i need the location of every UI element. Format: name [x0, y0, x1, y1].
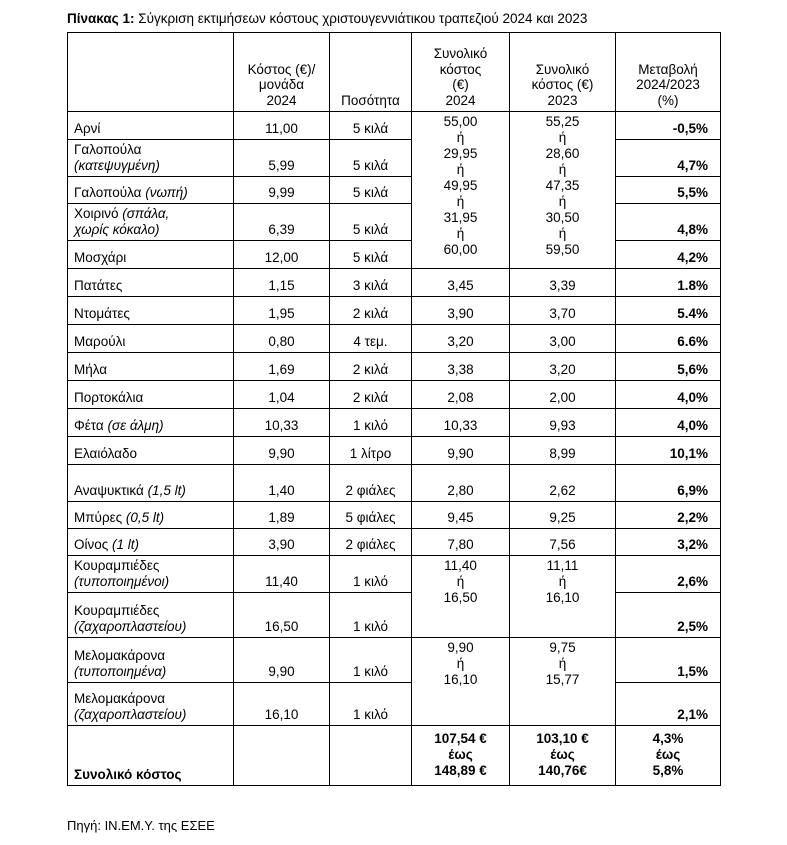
total-2023-cell: 2,00	[510, 381, 616, 409]
unit-cost-cell: 5,99	[234, 140, 330, 177]
change-cell: 1,5%	[616, 638, 721, 683]
item-name: Ντομάτες	[74, 306, 130, 321]
item-name: Αναψυκτικά	[74, 483, 144, 498]
item-name-cell	[68, 177, 234, 204]
item-name: Γαλοπούλα	[74, 185, 142, 200]
header-change: Μεταβολή 2024/2023 (%)	[616, 33, 721, 112]
total-line: έως	[448, 746, 473, 762]
total-line: 28,60	[545, 146, 580, 161]
item-name: Φέτα	[74, 418, 104, 433]
total-2023-cell	[510, 638, 616, 726]
total-2023-cell: 8,99	[510, 437, 616, 465]
item-name-cell	[68, 353, 234, 381]
unit-cost-cell: 12,00	[234, 241, 330, 269]
item-name: Ελαιόλαδο	[74, 446, 137, 461]
table-row	[68, 353, 721, 381]
total-2024-cell: 3,20	[412, 325, 510, 353]
total-2024-cell	[412, 726, 510, 786]
total-2024-cell: 2,08	[412, 381, 510, 409]
unit-cost-cell: 10,33	[234, 409, 330, 437]
item-name: Οίνος	[74, 537, 109, 552]
item-note: (κατεψυγμένη)	[74, 158, 160, 173]
change-cell: 2,5%	[616, 593, 721, 638]
item-note: χωρίς κόκαλο)	[74, 222, 160, 237]
table-caption	[67, 11, 587, 26]
item-name-cell	[68, 112, 234, 140]
item-note: (1 lt)	[112, 537, 140, 552]
total-label: Συνολικό κόστος	[68, 726, 234, 786]
total-line: 5,8%	[652, 762, 684, 778]
table-row	[68, 556, 721, 593]
unit-cost-cell: 1,04	[234, 381, 330, 409]
quantity-cell: 1 κιλό	[330, 556, 412, 593]
change-cell: 4,2%	[616, 241, 721, 269]
total-2023-cell: 7,56	[510, 529, 616, 556]
total-line: ή	[456, 162, 465, 177]
total-line: ή	[456, 574, 465, 589]
quantity-cell: 5 κιλά	[330, 241, 412, 269]
unit-cost-cell: 3,90	[234, 529, 330, 556]
table-row	[68, 269, 721, 297]
unit-cost-cell: 1,89	[234, 502, 330, 529]
total-2023-cell	[510, 112, 616, 269]
change-cell: 4,0%	[616, 381, 721, 409]
item-name-cell	[68, 269, 234, 297]
change-cell: 4,8%	[616, 204, 721, 241]
item-note: (0,5 lt)	[125, 510, 165, 525]
total-line: 11,40	[444, 558, 477, 573]
total-line: 103,10 €	[536, 730, 589, 746]
item-name-cell	[68, 437, 234, 465]
unit-cost-cell: 1,69	[234, 353, 330, 381]
total-line: 4,3%	[652, 730, 684, 746]
item-name: Πορτοκάλια	[74, 390, 144, 405]
table-row	[68, 437, 721, 465]
total-line: 55,25	[545, 114, 580, 129]
item-name-cell	[68, 502, 234, 529]
total-line: 9,75	[549, 640, 576, 655]
item-note: (1,5 lt)	[147, 483, 186, 498]
total-2024-cell: 3,38	[412, 353, 510, 381]
quantity-cell: 1 κιλό	[330, 593, 412, 638]
total-change-cell	[616, 726, 721, 786]
empty-cell	[234, 726, 330, 786]
change-cell: 5.4%	[616, 297, 721, 325]
item-name-cell	[68, 381, 234, 409]
total-line: ή	[456, 226, 465, 241]
unit-cost-cell: 9,99	[234, 177, 330, 204]
quantity-cell: 2 κιλά	[330, 297, 412, 325]
total-2024-cell: 9,90	[412, 437, 510, 465]
unit-cost-cell: 9,90	[234, 437, 330, 465]
header-quantity: Ποσότητα	[330, 33, 412, 112]
total-line: ή	[456, 656, 465, 671]
change-cell: 1.8%	[616, 269, 721, 297]
table-row	[68, 241, 721, 269]
total-line: 107,54 €	[434, 730, 487, 746]
total-line: ή	[558, 194, 567, 209]
unit-cost-cell: 9,90	[234, 638, 330, 683]
change-cell: -0,5%	[616, 112, 721, 140]
total-2023-cell: 3,70	[510, 297, 616, 325]
item-name-cell	[68, 325, 234, 353]
table-row	[68, 177, 721, 204]
total-line: ή	[558, 574, 567, 589]
item-name-cell	[68, 465, 234, 502]
item-name-cell	[68, 241, 234, 269]
total-line: 140,76€	[538, 762, 587, 778]
change-cell: 3,2%	[616, 529, 721, 556]
item-name-cell	[68, 593, 234, 638]
total-2024-cell	[412, 638, 510, 726]
table-row	[68, 297, 721, 325]
table-row	[68, 409, 721, 437]
total-line: 16,50	[443, 590, 478, 605]
total-line: ή	[456, 194, 465, 209]
header-total-2023: Συνολικό κόστος (€) 2023	[510, 33, 616, 112]
total-2024-cell: 9,45	[412, 502, 510, 529]
source-note: Πηγή: ΙΝ.ΕΜ.Υ. της ΕΣΕΕ	[67, 818, 215, 833]
unit-cost-cell: 6,39	[234, 204, 330, 241]
unit-cost-cell: 16,10	[234, 683, 330, 726]
total-2023-cell: 9,25	[510, 502, 616, 529]
item-name: Κουραμπιέδες	[74, 603, 160, 618]
item-name: Μελομακάρονα	[74, 691, 166, 706]
quantity-cell: 3 κιλά	[330, 269, 412, 297]
total-2023-cell: 3,00	[510, 325, 616, 353]
total-2024-cell	[412, 556, 510, 638]
total-2024-cell: 2,80	[412, 465, 510, 502]
table-row	[68, 683, 721, 726]
unit-cost-cell: 0,80	[234, 325, 330, 353]
item-note: (ζαχαροπλαστείου)	[74, 619, 187, 634]
quantity-cell: 5 κιλά	[330, 140, 412, 177]
total-2024-cell	[412, 112, 510, 269]
table-row	[68, 502, 721, 529]
total-line: ή	[558, 162, 567, 177]
total-row	[68, 726, 721, 786]
total-line: 47,35	[545, 178, 580, 193]
quantity-cell: 2 κιλά	[330, 353, 412, 381]
table-row	[68, 325, 721, 353]
change-cell: 6,9%	[616, 465, 721, 502]
total-line: 9,90	[447, 640, 474, 655]
cost-comparison-table	[67, 32, 721, 786]
total-2024-cell: 3,90	[412, 297, 510, 325]
unit-cost-cell: 11,00	[234, 112, 330, 140]
unit-cost-cell: 16,50	[234, 593, 330, 638]
change-cell: 4,0%	[616, 409, 721, 437]
change-cell: 10,1%	[616, 437, 721, 465]
header-row	[68, 33, 721, 112]
total-2023-cell: 9,93	[510, 409, 616, 437]
quantity-cell: 2 κιλά	[330, 381, 412, 409]
item-name-cell	[68, 297, 234, 325]
total-line: 148,89 €	[434, 762, 487, 778]
header-total-2024: Συνολικό κόστος (€) 2024	[412, 33, 510, 112]
total-2023-cell: 2,62	[510, 465, 616, 502]
unit-cost-cell: 11,40	[234, 556, 330, 593]
item-note: (τυποποιημένα)	[74, 664, 167, 679]
total-line: 60,00	[443, 242, 478, 257]
item-name-cell	[68, 409, 234, 437]
total-line: 11,11	[546, 558, 579, 573]
table-row	[68, 638, 721, 683]
total-2023-cell	[510, 556, 616, 638]
quantity-cell: 2 φιάλες	[330, 465, 412, 502]
item-name-cell	[68, 140, 234, 177]
item-name: Μελομακάρονα	[74, 648, 166, 663]
quantity-cell: 5 κιλά	[330, 177, 412, 204]
total-line: ή	[558, 656, 567, 671]
quantity-cell: 5 κιλά	[330, 204, 412, 241]
total-2024-cell: 3,45	[412, 269, 510, 297]
item-name: Μήλα	[74, 362, 108, 377]
table-row	[68, 593, 721, 638]
unit-cost-cell: 1,40	[234, 465, 330, 502]
quantity-cell: 1 κιλό	[330, 638, 412, 683]
total-line: 30,50	[545, 210, 580, 225]
total-line: 49,95	[443, 178, 478, 193]
item-name-cell	[68, 638, 234, 683]
total-line: ή	[456, 130, 465, 145]
total-2023-cell: 3,39	[510, 269, 616, 297]
quantity-cell: 2 φιάλες	[330, 529, 412, 556]
unit-cost-cell: 1,15	[234, 269, 330, 297]
item-name: Μαρούλι	[74, 334, 126, 349]
total-2024-cell: 7,80	[412, 529, 510, 556]
quantity-cell: 1 κιλό	[330, 409, 412, 437]
total-line: ή	[558, 130, 567, 145]
empty-cell	[330, 726, 412, 786]
item-name: Γαλοπούλα	[74, 142, 142, 157]
item-name-cell	[68, 529, 234, 556]
table-row	[68, 204, 721, 241]
total-line: 59,50	[545, 242, 580, 257]
table-row	[68, 381, 721, 409]
item-note: (σε άλμη)	[107, 418, 164, 433]
item-name-cell	[68, 683, 234, 726]
quantity-cell: 5 κιλά	[330, 112, 412, 140]
item-note: (ζαχαροπλαστείου)	[74, 707, 187, 722]
item-name: Κουραμπιέδες	[74, 558, 160, 573]
total-line: 55,00	[443, 114, 478, 129]
table-row	[68, 140, 721, 177]
quantity-cell: 5 φιάλες	[330, 502, 412, 529]
total-2023-cell: 3,20	[510, 353, 616, 381]
table-row	[68, 529, 721, 556]
item-note: (νωπή)	[145, 185, 188, 200]
total-line: έως	[550, 746, 575, 762]
quantity-cell: 1 κιλό	[330, 683, 412, 726]
change-cell: 6.6%	[616, 325, 721, 353]
header-item	[68, 33, 234, 112]
total-line: 31,95	[443, 210, 478, 225]
item-note: (τυποποιημένοι)	[74, 574, 170, 589]
item-note: (σπάλα,	[122, 206, 170, 221]
quantity-cell: 4 τεμ.	[330, 325, 412, 353]
header-unit-cost: Κόστος (€)/ μονάδα 2024	[234, 33, 330, 112]
change-cell: 2,6%	[616, 556, 721, 593]
total-line: 16,10	[443, 672, 478, 687]
total-line: έως	[655, 746, 681, 762]
item-name: Πατάτες	[74, 278, 123, 293]
change-cell: 2,1%	[616, 683, 721, 726]
quantity-cell: 1 λίτρο	[330, 437, 412, 465]
total-line: 15,77	[545, 672, 580, 687]
caption-text: Σύγκριση εκτιμήσεων κόστους χριστουγεννιάτικου τραπεζιού 2024 και 2023	[138, 11, 588, 26]
total-2024-cell: 10,33	[412, 409, 510, 437]
table-row	[68, 465, 721, 502]
change-cell: 4,7%	[616, 140, 721, 177]
table-row	[68, 112, 721, 140]
total-line: 16,10	[545, 590, 580, 605]
total-line: 29,95	[443, 146, 478, 161]
unit-cost-cell: 1,95	[234, 297, 330, 325]
item-name: Χοιρινό	[74, 206, 119, 221]
item-name: Μπύρες	[74, 510, 123, 525]
item-name-cell	[68, 556, 234, 593]
item-name: Μοσχάρι	[74, 250, 127, 265]
item-name-cell	[68, 204, 234, 241]
change-cell: 2,2%	[616, 502, 721, 529]
total-2023-cell	[510, 726, 616, 786]
total-line: ή	[558, 226, 567, 241]
change-cell: 5,5%	[616, 177, 721, 204]
item-name: Αρνί	[74, 121, 101, 136]
change-cell: 5,6%	[616, 353, 721, 381]
caption-label: Πίνακας 1:	[67, 11, 135, 26]
